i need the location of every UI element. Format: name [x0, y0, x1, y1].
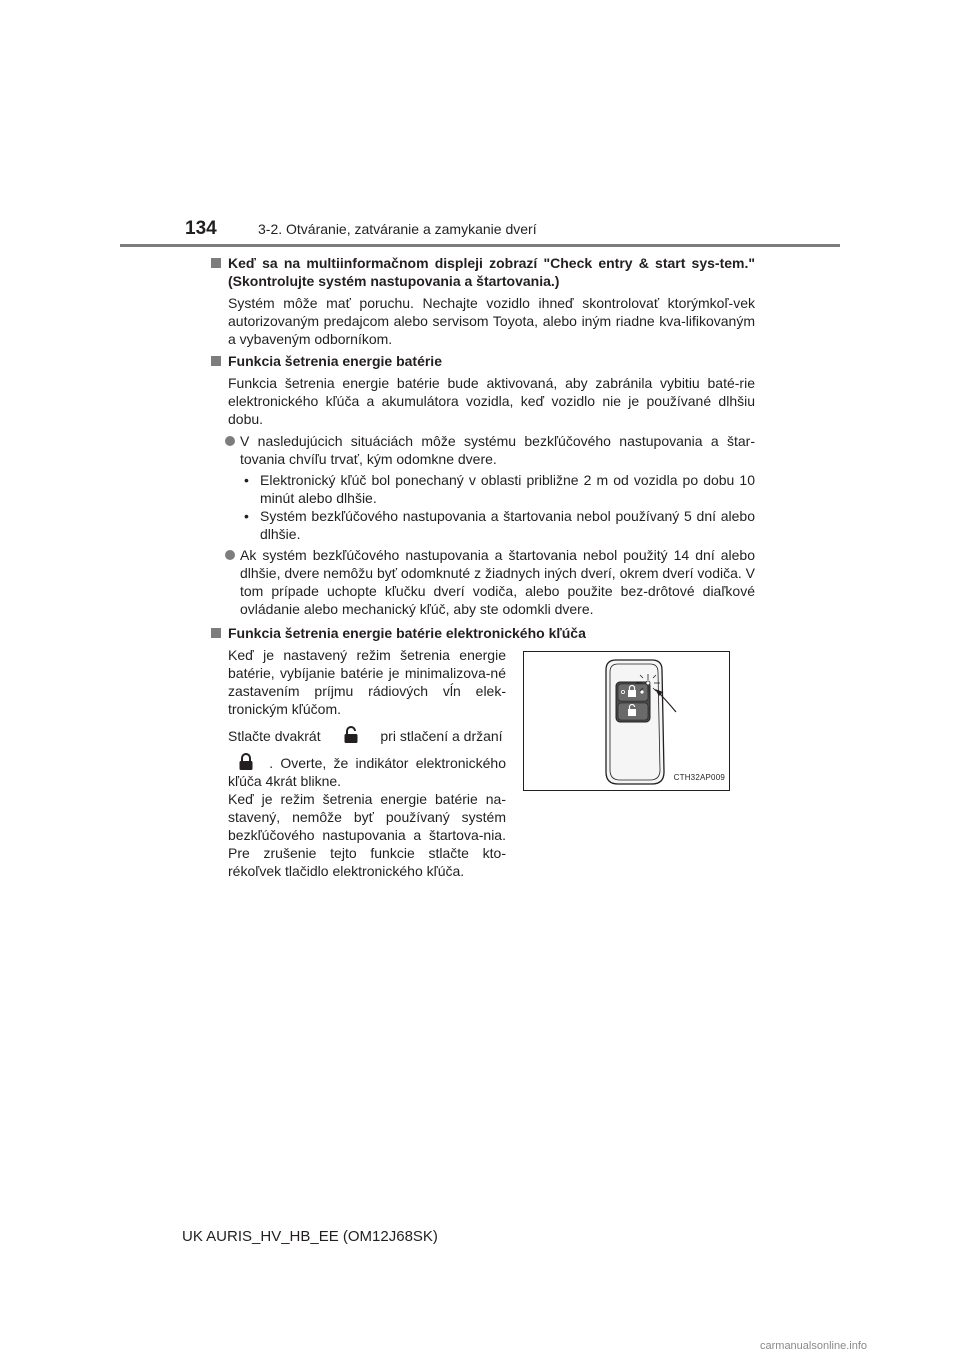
circle-bullet-icon	[225, 550, 235, 560]
bullet-item	[210, 432, 755, 468]
electronic-key-figure	[523, 651, 730, 791]
figure-code: CTH32AP009	[673, 773, 725, 782]
footer-model: UK AURIS_HV_HB_EE (OM12J68SK)	[182, 1228, 438, 1245]
paragraph-key-battery-1: Keď je nastavený režim šetrenia energie batérie, vybíjanie batérie je minimalizova-né zastavením príjmu rádiových vĺn elek-tronickým kľúčom.	[228, 647, 506, 717]
paragraph-key-battery-3: Keď je režim šetrenia energie batérie na-stavený, nemôže byť používaný systém bezkľúčového nastupovania a štartova-nia. Pre zrušenie tejto funkcie stlačte kto-rékoľvek tlačidlo elektronického kľúča.	[228, 791, 506, 879]
lock-icon	[238, 753, 254, 771]
paragraph-check-entry: Systém môže mať poruchu. Nechajte vozidlo ihneď skontrolovať ktorýmkoľ-vek autorizovaným predajcom alebo servisom Toyota, alebo iným riadne kva-lifikovaným a vybaveným odborníkom.	[228, 295, 755, 347]
watermark: carmanualsonline.info	[760, 1340, 868, 1352]
heading-battery-saving	[210, 352, 755, 370]
while-holding-text: pri stlačení a držaní	[380, 728, 503, 744]
heading-text: Funkcia šetrenia energie batérie elektronického kľúča	[228, 625, 586, 641]
paragraph-battery-saving: Funkcia šetrenia energie batérie bude aktivovaná, aby zabránila vybitiu baté-rie elektronického kľúča a akumulátora vozidla, keď vozidlo nie je používané dlhšiu dobu.	[228, 375, 755, 427]
square-bullet-icon	[211, 356, 221, 366]
page-number: 134	[185, 218, 217, 239]
bullet-item	[210, 546, 755, 618]
square-bullet-icon	[211, 628, 221, 638]
section-title: 3-2. Otváranie, zatváranie a zamykanie dverí	[258, 221, 537, 237]
sub-bullet-text: Systém bezkľúčového nastupovania a štartovania nebol používaný 5 dní alebo dlhšie.	[260, 508, 755, 542]
sub-bullet-item	[210, 507, 755, 543]
indicator-text: . Overte, že indikátor elektronického kľúča 4krát blikne.	[228, 755, 506, 789]
square-bullet-icon	[211, 258, 221, 268]
key-battery-section	[210, 646, 755, 880]
main-content	[210, 254, 755, 888]
heading-key-battery-saving	[210, 624, 755, 642]
header-rule	[120, 244, 840, 247]
paragraph-key-battery-2	[228, 726, 506, 790]
sub-bullet-item	[210, 471, 755, 507]
dot-bullet-icon: •	[244, 508, 249, 524]
bullet-text: V nasledujúcich situáciách môže systému bezkľúčového nastupovania a štar-tovania chvíľu trvať, kým odomkne dvere.	[240, 433, 755, 467]
bullet-text: Ak systém bezkľúčového nastupovania a štartovania nebol použitý 14 dní alebo dlhšie, dvere nemôžu byť odomknuté z žiadnych iných dverí, okrem dverí vodiča. V tom prípade uchopte kľučku dverí vodiča, alebo použite bez-drôtové diaľkové ovládanie alebo mechanický kľúč, aby ste odomkli dvere.	[240, 547, 755, 617]
sub-bullet-text: Elektronický kľúč bol ponechaný v oblasti približne 2 m od vozidla po dobu 10 minút alebo dlhšie.	[260, 472, 755, 506]
circle-bullet-icon	[225, 436, 235, 446]
heading-text: Funkcia šetrenia energie batérie	[228, 353, 442, 369]
dot-bullet-icon: •	[244, 472, 249, 488]
unlock-icon	[343, 726, 359, 744]
heading-check-entry	[210, 254, 755, 290]
heading-text: Keď sa na multiinformačnom displeji zobrazí "Check entry & start sys-tem." (Skontrolujte systém nastupovania a štartovania.)	[228, 255, 755, 289]
key-battery-text	[210, 646, 506, 880]
press-twice-text: Stlačte dvakrát	[228, 728, 321, 744]
